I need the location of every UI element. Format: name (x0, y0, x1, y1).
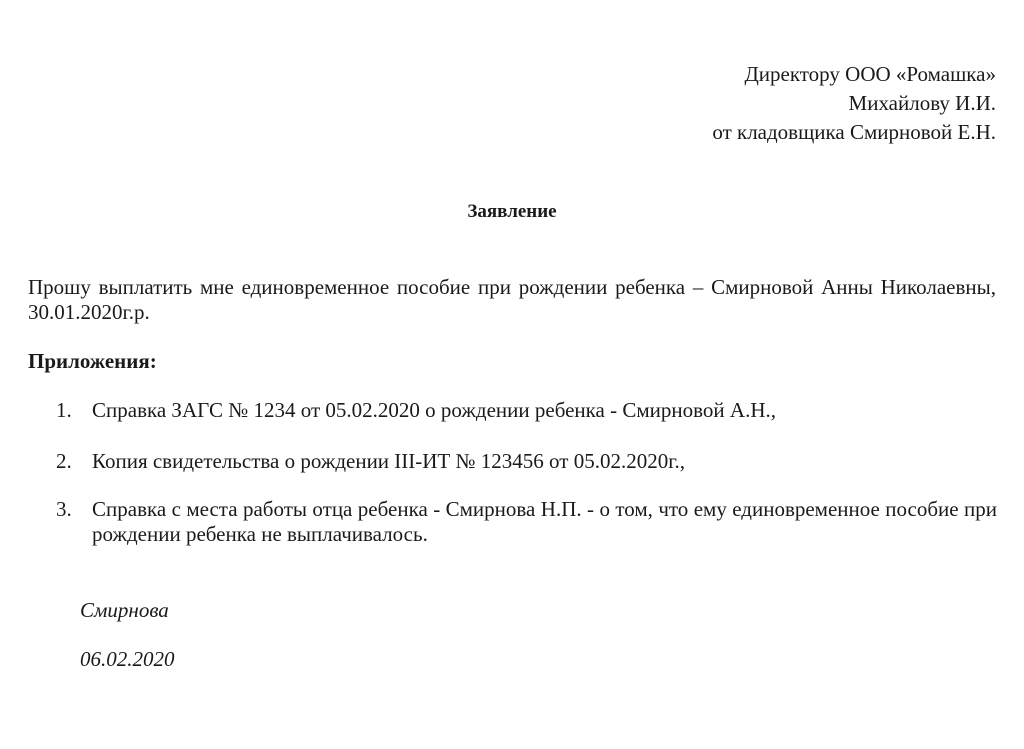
addressee-block (712, 60, 996, 147)
signature: Смирнова (80, 598, 169, 622)
addressee-line-director: Директору ООО «Ромашка» (744, 62, 996, 86)
attachments-heading: Приложения: (28, 349, 157, 373)
addressee-line-from: от кладовщика Смирновой Е.Н. (712, 120, 996, 144)
signature-date: 06.02.2020 (80, 647, 175, 671)
document-title: Заявление (467, 201, 557, 222)
request-paragraph: Прошу выплатить мне единовременное пособие при рождении ребенка – Смирновой Анны Николаевны, 30.01.2020г.р. (28, 275, 996, 324)
attachment-number: 1. (56, 398, 72, 422)
attachment-number: 3. (56, 497, 72, 521)
attachment-number: 2. (56, 449, 72, 473)
attachment-text: Справка с места работы отца ребенка - Смирнова Н.П. - о том, что ему единовременное пособие при рождении ребенка не выплачивалось. (92, 497, 997, 546)
addressee-line-name: Михайлову И.И. (848, 91, 996, 115)
attachment-text: Справка ЗАГС № 1234 от 05.02.2020 о рождении ребенка - Смирновой А.Н., (92, 398, 776, 422)
attachment-text: Копия свидетельства о рождении III-ИТ № 123456 от 05.02.2020г., (92, 449, 685, 473)
